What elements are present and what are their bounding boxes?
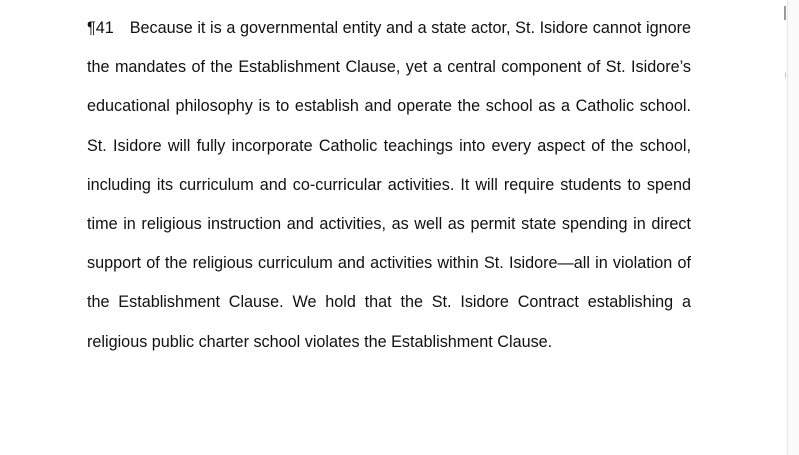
paragraph-41	[87, 9, 691, 362]
edge-mark	[785, 72, 786, 78]
paragraph-body: Because it is a governmental entity and a state actor, St. Isidore cannot ignore the mandates of the Establishment Clause, yet a central component of St. Isidore’s educational philosophy is to establish and operate the school as a Catholic school. St. Isidore will fully incorporate Catholic teachings into every aspect of the school, including its curriculum and co-curricular activities. It will require students to spend time in religious instruction and activities, as well as permit state spending in direct support of the religious curriculum and activities within St. Isidore—all in violation of the Establishment Clause. We hold that the St. Isidore Contract establishing a religious public charter school violates the Establishment Clause.	[87, 19, 691, 351]
edge-mark	[784, 6, 786, 20]
page-right-edge	[787, 0, 799, 455]
paragraph-marker: ¶41	[87, 19, 114, 37]
